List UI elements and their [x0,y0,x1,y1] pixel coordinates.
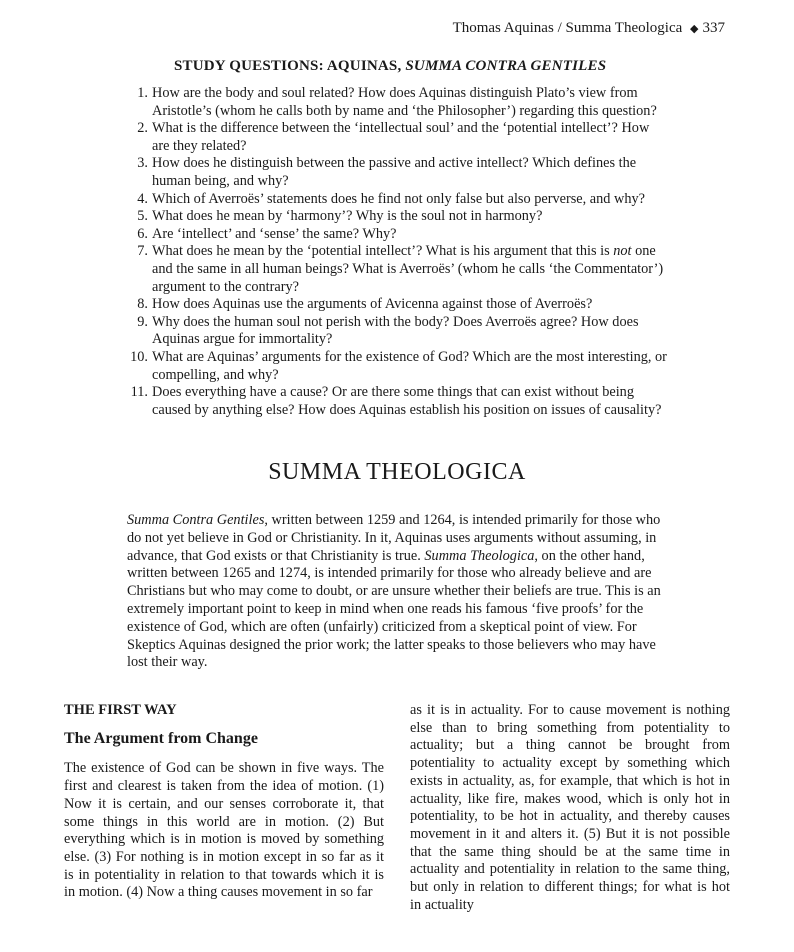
intro-work-title-1: Summa Contra Gentiles [127,512,265,528]
question-item [124,191,669,209]
question-number: 7. [137,243,148,260]
question-item [124,243,669,296]
question-number: 11. [130,384,148,401]
study-questions-title-work: SUMMA CONTRA GENTILES [405,58,607,74]
question-text: Does everything have a cause? Or are there some things that can exist without being caused by anything else? How does Aquinas establish his position on issues of causality? [152,384,662,418]
question-number: 10. [130,348,148,365]
question-text: How are the body and soul related? How does Aquinas distinguish Plato’s view from Aristotle’s (whom he calls both by name and ‘the Philosopher’) regarding this question? [152,85,657,119]
question-text: Why does the human soul not perish with the body? Does Averroës agree? How does Aquinas argue for immortality? [152,313,639,348]
body-paragraph-left: The existence of God can be shown in five ways. The first and clearest is taken from the idea of motion. (1) Now it is certain, and our senses corroborate it, that some things in this world are in motion. (2) But everything which is in motion is moved by something else. (3) For nothing is in motion except in so far as it is in potentiality in relation to that towards which it is in motion. (4) Now a thing causes movement in so far [64,760,384,901]
left-column [64,702,384,902]
question-text: Which of Averroës’ statements does he find not only false but also perverse, and why? [152,190,645,207]
right-column [410,702,730,914]
question-item [124,155,669,190]
intro-text-2: , on the other hand, written between 1265 and 1274, is intended primarily for those who already believe and are Christians but who may come to doubt, or are unsure whether their beliefs are true. This is an extremely important point to keep in mind when one reads his famous ‘five proofs’ for the existence of God, which are often (unfairly) criticized from a skeptical point of view. For Skeptics Aquinas designed the prior work; the latter speaks to those believers who may have lost their way. [127,547,661,671]
question-text: Are ‘intellect’ and ‘sense’ the same? Why? [152,225,397,242]
question-item [124,296,669,314]
question-item [124,85,669,120]
question-item [124,226,669,244]
question-text: How does he distinguish between the passive and active intellect? Which defines the human being, and why? [152,155,637,189]
question-text-before: What does he mean by the ‘potential intellect’? What is his argument that this is [152,243,614,260]
running-head-author: Thomas Aquinas [452,20,554,36]
first-way-heading: THE FIRST WAY [64,702,177,718]
study-questions-title-prefix: STUDY QUESTIONS: AQUINAS, [174,58,406,74]
question-text-emphasis: not [613,243,632,260]
question-text-after: one and the same in all human beings? What is Averroës’ (whom he calls ‘the Commentator’) argument to the contrary? [152,243,664,295]
question-item [124,314,669,349]
question-item [124,120,669,155]
question-number: 2. [137,120,148,137]
question-number: 9. [137,313,148,330]
page-number: 337 [702,20,725,36]
running-head-work: Summa Theologica [565,20,683,36]
running-head-separator: / [557,20,562,36]
question-item [124,349,669,384]
section-title: SUMMA THEOLOGICA [268,459,526,485]
question-number: 4. [137,190,148,207]
question-number: 6. [137,225,148,242]
question-number: 5. [137,208,148,225]
question-text: What is the difference between the ‘intellectual soul’ and the ‘potential intellect’? How are they related? [152,120,650,154]
intro-paragraph [127,512,672,672]
running-head [453,19,725,38]
question-item [124,384,669,419]
question-number: 3. [137,155,148,172]
question-text: How does Aquinas use the arguments of Avicenna against those of Averroës? [152,296,593,313]
question-number: 1. [137,85,148,101]
arrow-icon: ◆ [690,23,699,35]
question-number: 8. [137,296,148,313]
question-text: What are Aquinas’ arguments for the existence of God? Which are the most interesting, or compelling, and why? [152,348,667,383]
argument-subheading: The Argument from Change [64,729,258,747]
intro-work-title-2: Summa Theologica [424,547,535,564]
body-paragraph-right: as it is in actuality. For to cause movement is nothing else than to bring something from potentiality to actuality; but a thing cannot be brought from potentiality to actuality except by something which exists in actuality, as, for example, that which is hot in actuality, like fire, makes wood, which is only hot in potentiality, to be hot in actuality, and thereby causes movement in it and alters it. (5) But it is not possible that the same thing should be at the same time in actuality and potentiality in relation to the same thing, but only in relation to different things; for what is hot in actuality [410,702,730,913]
intro-text-1: , written between 1259 and 1264, is intended primarily for those who do not yet believe in God or Christianity. In it, Aquinas uses arguments without assuming, in advance, that God exists or that Christianity is true. [127,512,661,564]
question-item [124,208,669,226]
study-questions-title [174,58,606,75]
question-text: What does he mean by ‘harmony’? Why is the soul not in harmony? [152,208,543,225]
study-questions-list [124,85,669,419]
